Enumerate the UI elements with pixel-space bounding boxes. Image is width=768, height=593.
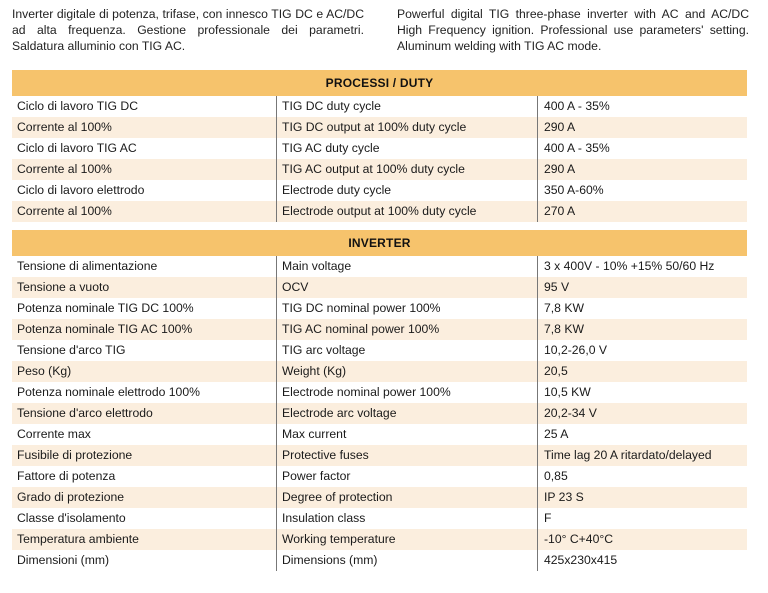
table-row [12,117,747,138]
row-value: 10,2-26,0 V [544,343,608,357]
row-label-it: Corrente al 100% [12,201,277,222]
row-label-en: OCV [277,277,538,298]
table-row [12,159,747,180]
row-label-en: Weight (Kg) [277,361,538,382]
row-value: 290 A [544,162,576,176]
table-row [12,319,747,340]
row-label-en: Insulation class [277,508,538,529]
table-row [12,96,747,117]
table-row [12,445,747,466]
row-value: 270 A [544,204,576,218]
row-label-en: Electrode arc voltage [277,403,538,424]
row-value: 400 A - 35% [544,141,610,155]
row-label-it: Corrente max [12,424,277,445]
table-row [12,180,747,201]
table-row [12,382,747,403]
row-value: 10,5 KW [544,385,591,399]
row-value: 20,5 [544,364,568,378]
row-label-it: Grado di protezione [12,487,277,508]
row-label-en: Electrode nominal power 100% [277,382,538,403]
row-value: 290 A [544,120,576,134]
row-label-it: Tensione d'arco TIG [12,340,277,361]
table-row [12,298,747,319]
row-label-it: Peso (Kg) [12,361,277,382]
table-row [12,340,747,361]
processi-duty-header: PROCESSI / DUTY [12,70,747,96]
row-label-it: Ciclo di lavoro TIG DC [12,96,277,117]
row-label-en: Max current [277,424,538,445]
intro-english-text: Powerful digital TIG three-phase inverter with AC and AC/DC High Frequency ignition. Professional use parameters' setting. Aluminum welding with TIG AC mode. [397,7,749,53]
row-value: 7,8 KW [544,301,584,315]
intro-italian-text: Inverter digitale di potenza, trifase, con innesco TIG DC e AC/DC ad alta frequenza. Gestione professionale dei parametri. Saldatura alluminio con TIG AC. [12,7,364,53]
row-value: 3 x 400V - 10% +15% 50/60 Hz [544,259,715,273]
table-row [12,403,747,424]
row-value: IP 23 S [544,490,584,504]
processi-duty-rows [12,96,747,222]
row-value: 0,85 [544,469,568,483]
row-label-en: TIG DC duty cycle [277,96,538,117]
table-row [12,529,747,550]
row-value: 7,8 KW [544,322,584,336]
row-value: 350 A-60% [544,183,604,197]
row-label-en: Electrode duty cycle [277,180,538,201]
row-label-en: Degree of protection [277,487,538,508]
row-label-en: Main voltage [277,256,538,277]
row-value: 95 V [544,280,570,294]
inverter-table [12,230,747,571]
row-value: -10° C+40°C [544,532,614,546]
table-row [12,550,747,571]
row-value: Time lag 20 A ritardato/delayed [544,448,712,462]
row-label-it: Fattore di potenza [12,466,277,487]
row-label-en: TIG arc voltage [277,340,538,361]
table-row [12,201,747,222]
row-label-it: Dimensioni (mm) [12,550,277,571]
row-label-it: Tensione di alimentazione [12,256,277,277]
row-label-en: TIG DC output at 100% duty cycle [277,117,538,138]
row-label-it: Fusibile di protezione [12,445,277,466]
table-row [12,256,747,277]
row-label-en: Dimensions (mm) [277,550,538,571]
row-label-it: Potenza nominale TIG AC 100% [12,319,277,340]
row-label-en: TIG AC duty cycle [277,138,538,159]
row-label-en: Protective fuses [277,445,538,466]
row-value: 20,2-34 V [544,406,597,420]
row-value: 425x230x415 [544,553,618,567]
table-row [12,508,747,529]
table-row [12,138,747,159]
row-value: 25 A [544,427,569,441]
row-label-it: Corrente al 100% [12,159,277,180]
row-value: 400 A - 35% [544,99,610,113]
inverter-header: INVERTER [12,230,747,256]
table-row [12,487,747,508]
table-row [12,466,747,487]
row-label-it: Classe d'isolamento [12,508,277,529]
processi-duty-table [12,70,747,222]
row-label-it: Ciclo di lavoro TIG AC [12,138,277,159]
intro-italian [12,6,364,54]
table-row [12,424,747,445]
row-label-en: Electrode output at 100% duty cycle [277,201,538,222]
intro-english [397,6,749,54]
row-label-en: TIG DC nominal power 100% [277,298,538,319]
row-label-en: TIG AC output at 100% duty cycle [277,159,538,180]
row-label-en: TIG AC nominal power 100% [277,319,538,340]
row-label-en: Working temperature [277,529,538,550]
inverter-rows [12,256,747,571]
row-value: F [544,511,552,525]
table-row [12,361,747,382]
row-label-it: Potenza nominale elettrodo 100% [12,382,277,403]
row-label-it: Ciclo di lavoro elettrodo [12,180,277,201]
row-label-it: Tensione a vuoto [12,277,277,298]
row-label-it: Temperatura ambiente [12,529,277,550]
row-label-it: Corrente al 100% [12,117,277,138]
table-row [12,277,747,298]
row-label-it: Tensione d'arco elettrodo [12,403,277,424]
row-label-en: Power factor [277,466,538,487]
row-label-it: Potenza nominale TIG DC 100% [12,298,277,319]
